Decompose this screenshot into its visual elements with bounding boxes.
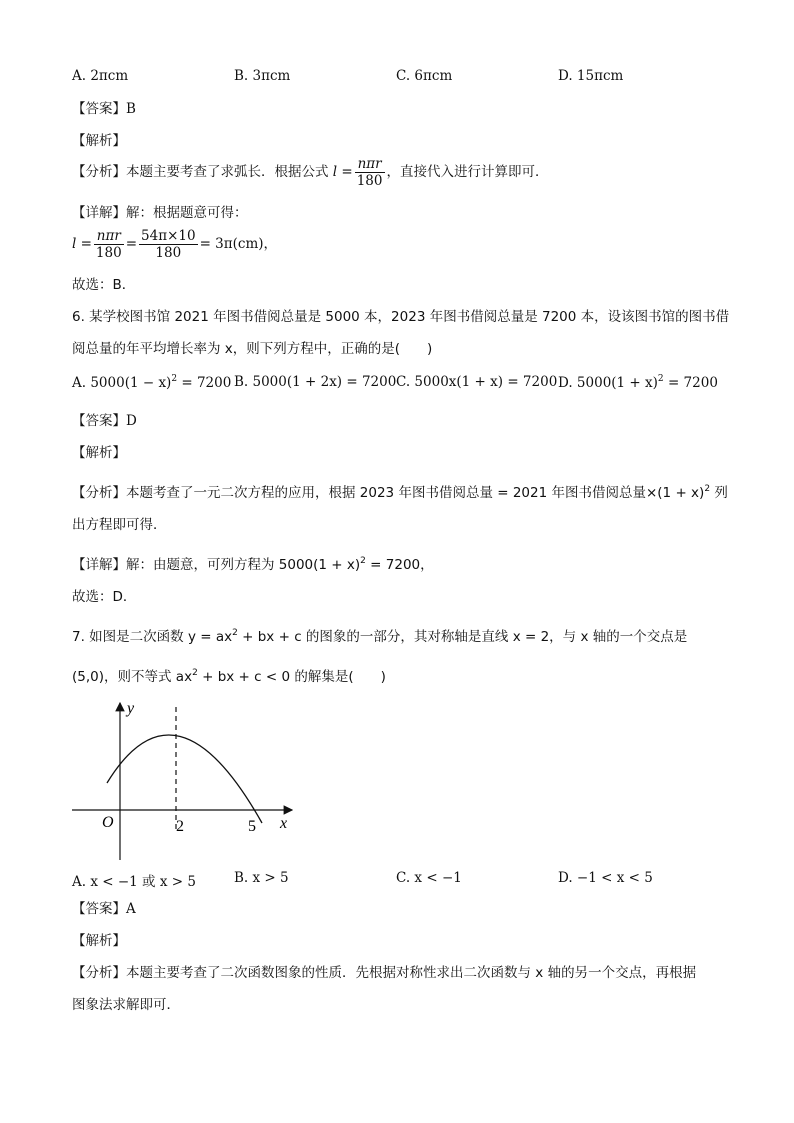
stem-text: (5,0)，则不等式 ax — [72, 669, 193, 685]
calc-eq: = — [125, 236, 138, 252]
q7-fenxi-line2: 图象法求解即可． — [72, 997, 180, 1013]
fenxi-tag: 【分析】 — [72, 485, 126, 501]
fenxi-text: 本题主要考查了求弧长．根据公式 — [126, 164, 329, 180]
origin-label: O — [102, 814, 114, 831]
q7-answer — [72, 900, 136, 918]
q5-answer — [72, 100, 136, 118]
stem-sup: 2 — [192, 668, 198, 678]
q7-analysis-tag: 【解析】 — [72, 933, 126, 949]
opt-text: A. 5000(1 − x) — [72, 375, 172, 391]
opt-sup: 2 — [171, 374, 178, 384]
calc-frac-2 — [139, 228, 198, 261]
q5-option-a: A. 2πcm — [72, 68, 129, 84]
calc-result: = 3π(cm)， — [199, 236, 278, 252]
fenxi-tag: 【分析】 — [72, 965, 126, 981]
q7-option-a: A. x < −1 或 x > 5 — [72, 874, 196, 890]
stem-text-end: + bx + c 的图象的一部分，其对称轴是直线 x = 2，与 x 轴的一个交点是 — [237, 629, 688, 645]
q7-fenxi-line1 — [72, 964, 696, 982]
calc-den-1: 180 — [95, 245, 122, 261]
q7-option-d: D. −1 < x < 5 — [558, 870, 653, 886]
q5-option-b: B. 3πcm — [234, 68, 291, 84]
q7-option-b: B. x > 5 — [234, 870, 289, 886]
answer-tag: 【答案】 — [72, 101, 126, 117]
q5-option-d: D. 15πcm — [558, 68, 624, 84]
q5-option-c: C. 6πcm — [396, 68, 453, 84]
opt-text: C. 5000x(1 + x) = 7200 — [396, 374, 558, 390]
opt-sup: 2 — [657, 374, 664, 384]
q5-fenxi — [72, 156, 549, 189]
q6-option-b — [234, 374, 396, 390]
opt-text: B. 5000(1 + 2x) = 7200 — [234, 374, 397, 390]
fenxi-text-end: ，直接代入进行计算即可． — [386, 164, 549, 180]
q7-stem-line1 — [72, 624, 687, 646]
q5-analysis-tag: 【解析】 — [72, 133, 126, 149]
detail-tag: 【详解】 — [72, 205, 126, 221]
answer-value: A — [126, 901, 136, 917]
fenxi-text: 本题主要考查了二次函数图象的性质．先根据对称性求出二次函数与 x 轴的另一个交点，再根据 — [126, 965, 697, 981]
stem-text: 7. 如图是二次函数 y = ax — [72, 629, 233, 645]
detail-tag: 【详解】 — [72, 557, 126, 573]
q6-answer — [72, 412, 137, 430]
formula-denominator: 180 — [356, 173, 383, 189]
q5-conclusion: 故选：B． — [72, 277, 136, 293]
detail-end: = 7200， — [365, 557, 434, 573]
calc-den-2: 180 — [155, 245, 182, 261]
stem-sup: 2 — [232, 628, 238, 638]
q6-fenxi-line1 — [72, 480, 728, 502]
q5-calculation — [72, 228, 277, 261]
stem-text-end: + bx + c < 0 的解集是( ) — [197, 669, 386, 685]
answer-value: B — [126, 101, 136, 117]
detail-sup: 2 — [360, 556, 366, 566]
formula-l: l = — [332, 164, 353, 180]
calc-l: l = — [72, 236, 92, 252]
y-axis-label: y — [127, 700, 135, 717]
formula-numerator: nπr — [355, 156, 385, 173]
answer-value: D — [126, 413, 137, 429]
opt-tail: = 7200 — [663, 375, 718, 391]
q7-stem-line2 — [72, 664, 386, 686]
q6-stem-line1: 6. 某学校图书馆 2021 年图书借阅总量是 5000 本，2023 年图书借阅总量是 7200 本，设该图书馆的图书借 — [72, 309, 730, 325]
calc-num-2: 54π×10 — [141, 228, 196, 244]
q6-option-d — [558, 374, 718, 391]
arc-length-formula — [355, 156, 385, 189]
detail-text: 解：由题意，可列方程为 5000(1 + x) — [126, 557, 361, 573]
calc-num-1: nπr — [94, 228, 124, 245]
parabola-graph — [60, 695, 310, 865]
q6-detail — [72, 552, 434, 574]
q6-analysis-tag: 【解析】 — [72, 445, 126, 461]
q5-detail — [72, 204, 248, 222]
tick-label-5: 5 — [248, 818, 256, 835]
answer-tag: 【答案】 — [72, 413, 126, 429]
answer-tag: 【答案】 — [72, 901, 126, 917]
q6-conclusion: 故选：D． — [72, 589, 137, 605]
fenxi-tag: 【分析】 — [72, 164, 126, 180]
q7-option-c: C. x < −1 — [396, 870, 462, 886]
opt-text: D. 5000(1 + x) — [558, 375, 658, 391]
q6-option-a — [72, 374, 231, 391]
fenxi-text: 本题考查了一元二次方程的应用，根据 2023 年图书借阅总量 = 2021 年图书借阅总量×(1 + x) — [126, 485, 705, 501]
q6-option-c — [396, 374, 557, 390]
calc-frac-1 — [94, 228, 124, 261]
tick-label-2: 2 — [176, 818, 184, 835]
q6-stem-line2: 阅总量的年平均增长率为 x，则下列方程中，正确的是( ) — [72, 341, 433, 357]
x-axis-label: x — [280, 815, 288, 832]
q6-fenxi-line2: 出方程即可得． — [72, 517, 167, 533]
opt-tail: = 7200 — [177, 375, 232, 391]
fenxi-sup: 2 — [704, 484, 711, 494]
detail-text: 解：根据题意可得： — [126, 205, 248, 221]
fenxi-end: 列 — [710, 485, 728, 501]
